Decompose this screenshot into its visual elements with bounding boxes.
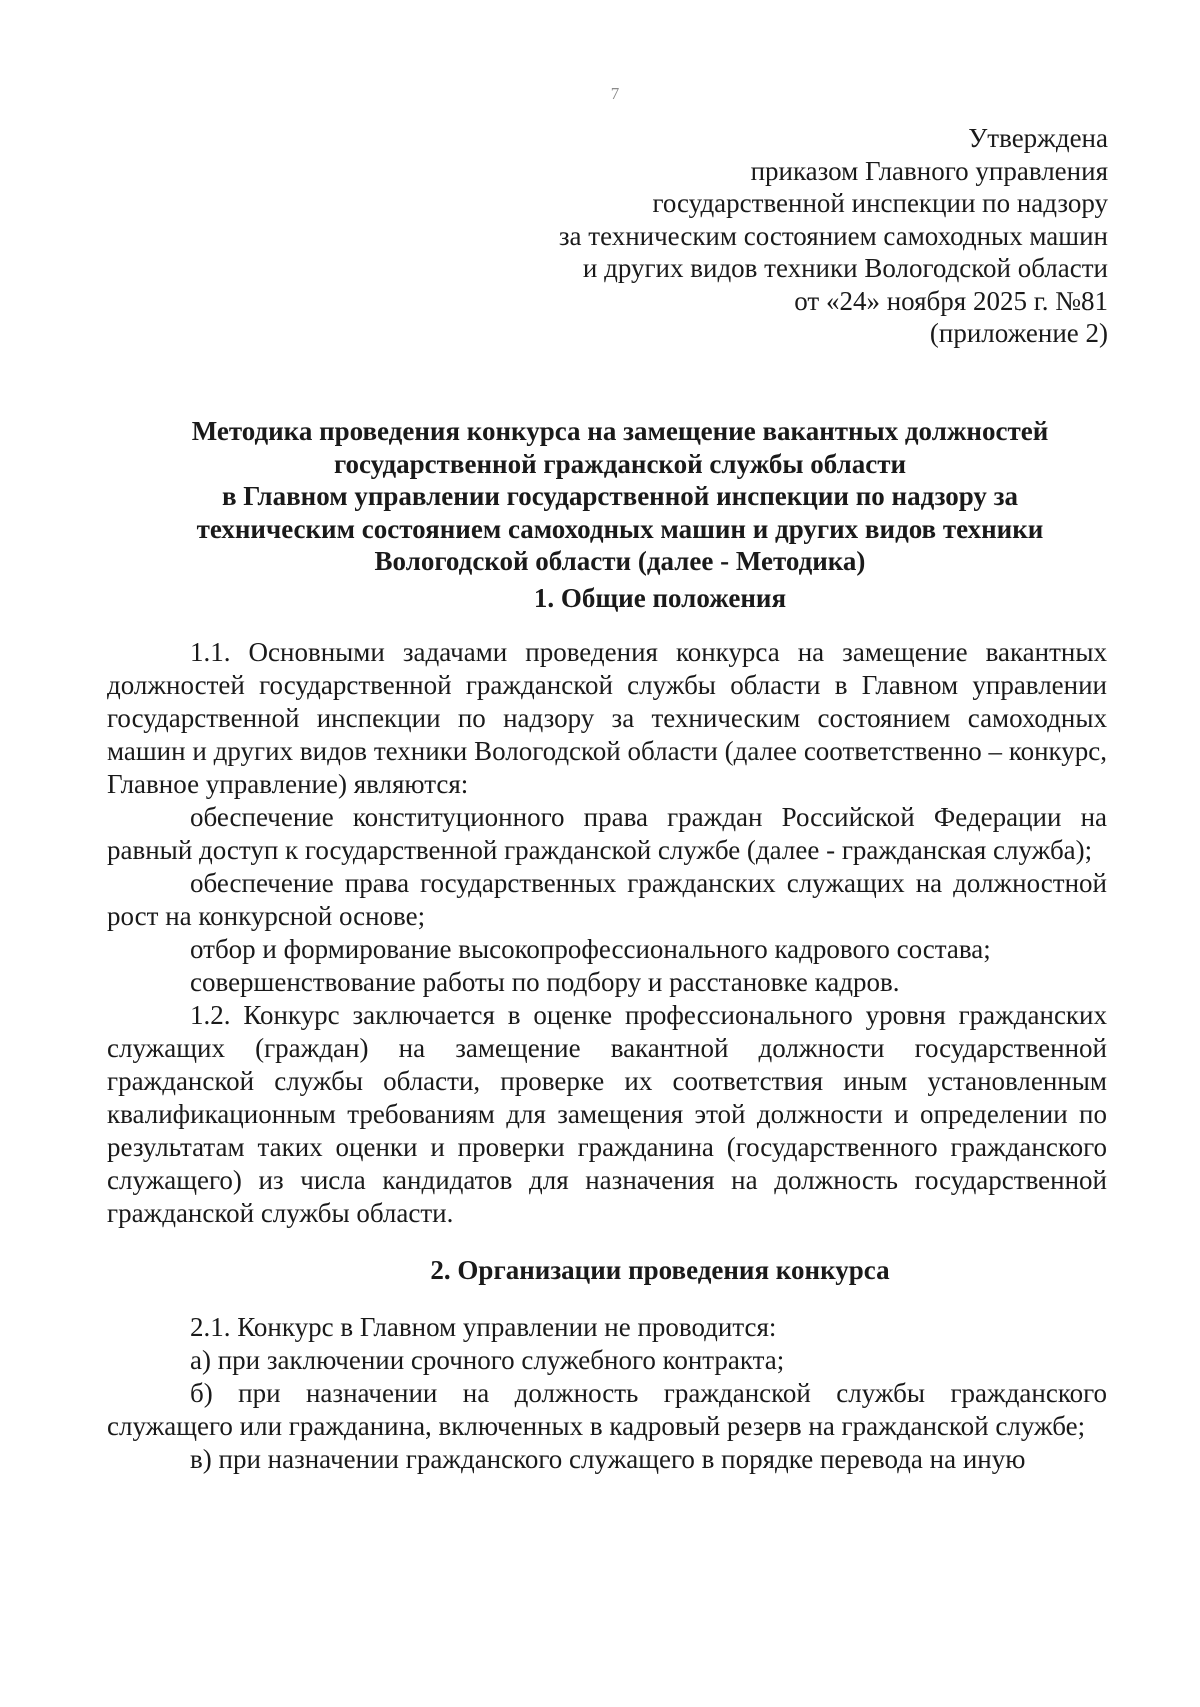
paragraph: в) при назначении гражданского служащего в порядке перевода на иную [190,1444,1026,1474]
approval-line: государственной инспекции по надзору [652,188,1108,218]
paragraph: а) при заключении срочного служебного контракта; [190,1345,785,1375]
approval-line: от «24» ноября 2025 г. №81 [794,285,1108,316]
section-1-body [107,636,1107,1230]
title-line: Вологодской области (далее - Методика) [374,546,866,576]
paragraph: отбор и формирование высокопрофессионального кадрового состава; [190,934,991,964]
approval-line: и других видов техники Вологодской области [582,253,1108,283]
paragraph: 2.1. Конкурс в Главном управлении не проводится: [190,1312,777,1342]
approval-line: за техническим состоянием самоходных машин [558,220,1108,251]
paragraph: обеспечение права государственных гражданских служащих на должностной рост на конкурсной основе; [107,868,1107,931]
page-number: 7 [610,84,620,103]
approval-stamp [559,122,1108,350]
paragraph: обеспечение конституционного права граждан Российской Федерации на равный доступ к государственной гражданской службе (далее - гражданская служба); [107,802,1107,865]
title-line: Методика проведения конкурса на замещение вакантных должностей [191,416,1049,446]
section-2-body [107,1311,1107,1476]
approval-line: Утверждена [968,123,1108,153]
paragraph: 1.2. Конкурс заключается в оценке профессионального уровня гражданских служащих (граждан) на замещение вакантной должности государственной гражданской службы области, проверке их соответствия иным установленным квалификационным требованиям для замещения этой должности и определении по результатам таких оценки и проверки гражданина (государственного гражданского служащего) из числа кандидатов для назначения на должность государственной гражданской службы области. [107,1000,1107,1228]
paragraph: совершенствование работы по подбору и расстановке кадров. [190,967,900,997]
title-line: государственной гражданской службы области [333,448,907,479]
section-1-heading: 1. Общие положения [533,583,787,613]
approval-line: (приложение 2) [929,318,1108,348]
title-line: техническим состоянием самоходных машин и других видов техники [196,513,1044,544]
paragraph: 1.1. Основными задачами проведения конкурса на замещение вакантных должностей государственной гражданской службы области в Главном управлении государственной инспекции по надзору за техническим состоянием самоходных машин и других видов техники Вологодской области (далее соответственно – конкурс, Главное управление) являются: [107,637,1107,799]
document-title [140,415,1100,578]
paragraph: б) при назначении на должность гражданской службы гражданского служащего или гражданина, включенных в кадровый резерв на гражданской службе; [107,1378,1107,1441]
title-line: в Главном управлении государственной инспекции по надзору за [221,481,1019,511]
approval-line: приказом Главного управления [750,155,1108,186]
section-2-heading: 2. Организации проведения конкурса [430,1255,890,1285]
